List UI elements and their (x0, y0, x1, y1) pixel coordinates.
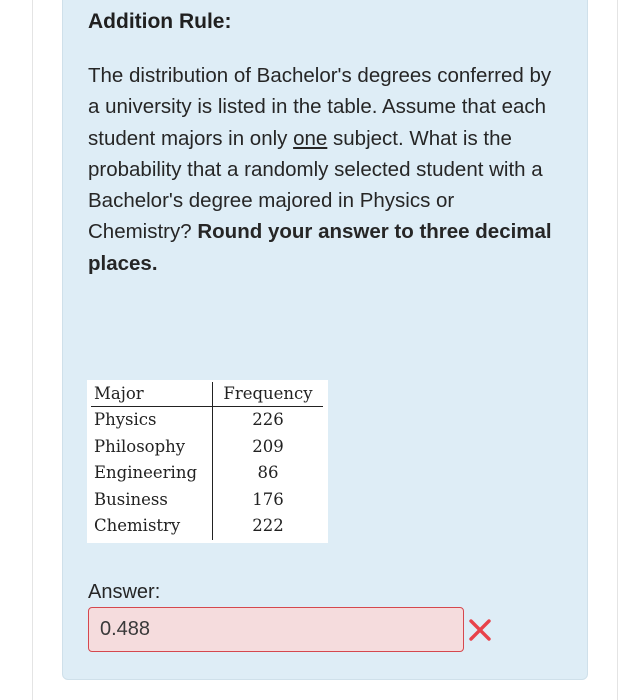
question-heading: Addition Rule: (88, 10, 232, 33)
frequency-table (87, 380, 328, 543)
table-header-row (91, 382, 323, 407)
table-header-frequency: Frequency (223, 384, 313, 403)
question-text-emphasis: one (293, 126, 328, 150)
table-cell-frequency: 222 (252, 516, 284, 535)
table-row (91, 460, 323, 487)
table-row (91, 407, 323, 434)
table-cell-major: Engineering (91, 460, 213, 487)
answer-label: Answer: (88, 581, 161, 603)
question-text-part2: subject. What is the probability that a randomly selected student with a Bachelor's degree majored in Physics or Chemistry? (88, 126, 543, 244)
table-cell-frequency: 226 (252, 410, 284, 429)
incorrect-x-icon (467, 617, 493, 643)
table-header-major: Major (91, 382, 213, 407)
answer-input[interactable] (88, 607, 464, 652)
table-cell-major: Chemistry (91, 513, 213, 540)
table-cell-major: Business (91, 487, 213, 514)
table-cell-frequency: 86 (257, 463, 279, 482)
table-row (91, 513, 323, 540)
table-cell-frequency: 176 (252, 489, 284, 509)
question-text (88, 60, 558, 279)
question-card (62, 0, 588, 680)
table-row (91, 434, 323, 461)
table-cell-frequency: 209 (252, 436, 284, 456)
table-cell-major: Philosophy (91, 434, 213, 461)
question-text-part1: The distribution of Bachelor's degrees conferred by a university is listed in the table. Assume that each student majors in only (88, 64, 552, 150)
question-instruction: Round your answer to three decimal places. (88, 220, 552, 275)
table-row (91, 487, 323, 514)
table-cell-major: Physics (91, 407, 213, 434)
